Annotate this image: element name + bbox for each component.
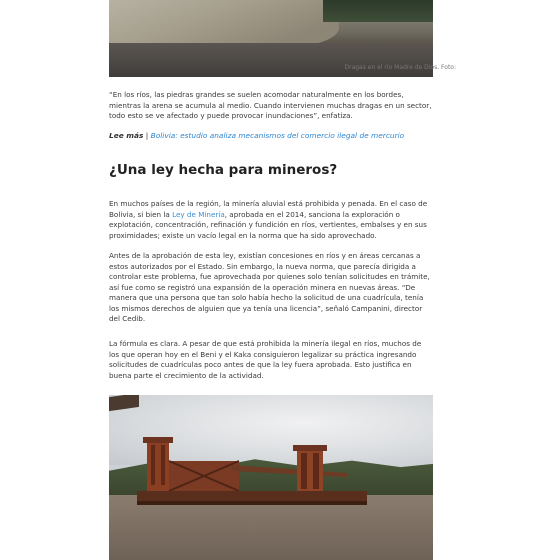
ley-mineria-link[interactable]: Ley de Minería: [172, 209, 225, 219]
paragraph-1: [109, 199, 433, 241]
paragraph-3: La fórmula es clara. A pesar de que está prohibida la minería ilegal en ríos, muchos de los que operan hoy en el Beni y el Kaka consiguieron legalizar su práctica ingresando solicitudes de cuadrículas poco antes de que la ley fuera aprobada. Esto justifica en buena parte el crecimiento de la actividad.: [109, 339, 422, 380]
photo-trees: [323, 0, 433, 22]
read-more: [109, 131, 433, 140]
paragraph-1-post: , aprobada en el 2014, sanciona la exploración o explotación, concentración, refinación y fundición en ríos, vertientes, embalses y en sus proximidades; existe un vacío legal en la norma que ha sido aprovechado.: [109, 209, 427, 240]
paragraph-2: Antes de la aprobación de esta ley, existían concesiones en ríos y en áreas cercanas a estos autorizados por el Estado. Sin embargo, la nueva norma, que parecía dirigida a controlar este problema, fue aprovechada por quienes solo tenían solicitudes en trámite, así fue como se registró una expansión de la operación minera en nuevas áreas. “De manera que una persona que tan solo había hecho la solicitud de una cuadrícula, tenía los mismos derechos de alguien que ya tenía una licencia”, señaló Campanini, director del Cedib.: [109, 251, 430, 323]
dredge-illustration: [137, 435, 367, 507]
read-more-link[interactable]: Bolivia: estudio analiza mecanismos del comercio ilegal de mercurio: [150, 131, 405, 140]
photo-water: [109, 43, 433, 77]
quote-paragraph: “En los ríos, las piedras grandes se suelen acomodar naturalmente en los bordes, mientras la arena se acumula al medio. Cuando intervienen muchas dragas en un sector, todo esto se ve afectado y puede provocar inundaciones”, enfatiza.: [109, 90, 432, 120]
dredge-photo: [109, 395, 433, 560]
paragraph-1-pre: En muchos países de la región, la minería aluvial está prohibida y penada. En el caso de Bolivia, si bien la: [109, 199, 428, 219]
section-heading: ¿Una ley hecha para mineros?: [109, 162, 338, 178]
read-more-separator: |: [145, 131, 149, 140]
read-more-label: Lee más: [109, 131, 144, 140]
photo-caption: Dragas en el río Madre de Dios. Foto:: [344, 64, 456, 71]
photo-bank: [109, 0, 339, 48]
